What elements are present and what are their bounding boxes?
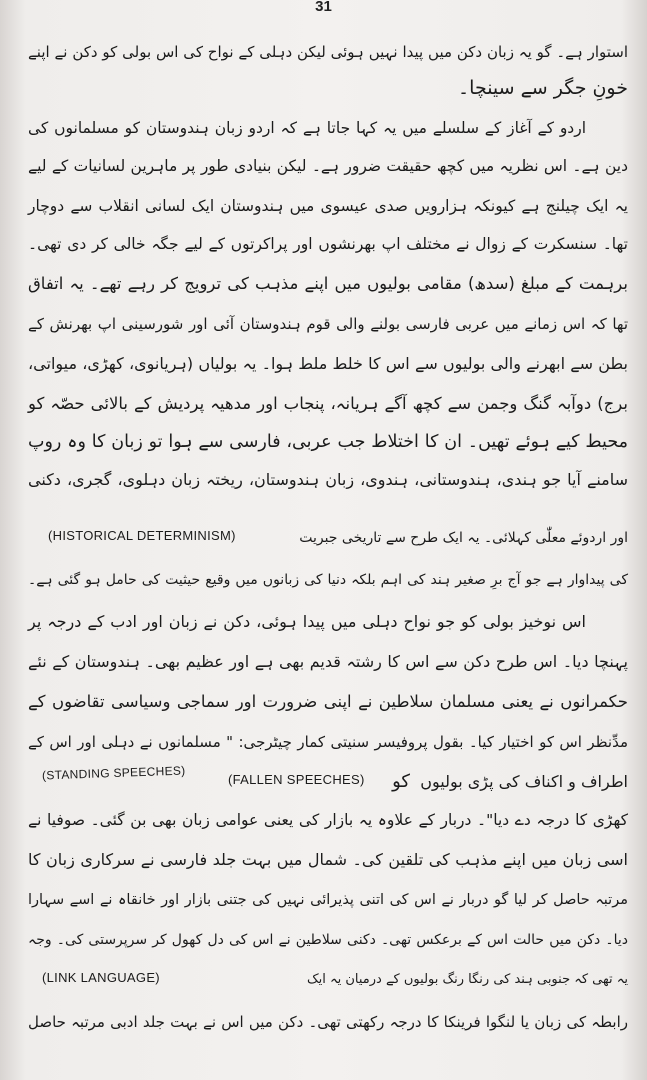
text-line-6: تھا۔ سنسکرت کے زوال نے مختلف اپ بھرنشوں اور پراکرتوں کے لیے جگہ خالی کر دی تھی۔: [28, 235, 628, 253]
latin-term-fallen-speeches: (FALLEN SPEECHES): [228, 772, 365, 787]
text-line-24: یہ تھی کہ جنوبی ہند کی رنگا رنگ بولیوں کے درمیان یہ ایک: [306, 972, 628, 987]
text-line-15: اس نوخیز بولی کو جو نواح دہلی میں پیدا ہوئی، دکن نے زبان اور ادب کے درجہ پر: [28, 612, 586, 631]
text-line-13: اور اردوئے معلّٰی کہلائی۔ یہ ایک طرح سے تاریخی جبریت: [299, 530, 628, 546]
page-number: 31: [315, 0, 332, 15]
text-line-20: کھڑی کا درجہ دے دیا"۔ دربار کے علاوہ یہ بازار کی یعنی عوامی زبان بھی بن گئی۔ صوفیا نے: [28, 811, 628, 829]
latin-term-historical-determinism: (HISTORICAL DETERMINISM): [48, 528, 236, 543]
latin-term-standing-speeches: (STANDING SPEECHES): [41, 763, 186, 783]
text-line-9: بطن سے ابھرنے والی بولیوں سے اس کا خلط ملط ہوا۔ یہ بولیاں (ہریانوی، کھڑی، میواتی،: [28, 354, 628, 373]
text-line-5: یہ ایک چیلنج ہے کیونکہ ہزارویں صدی عیسوی میں ہندوستان ایک لسانی انقلاب سے دوچار: [28, 197, 628, 215]
text-line-2: خونِ جگر سے سینچا۔: [458, 77, 628, 99]
text-line-10: برج) دوآبہ گنگ وجمن سے کچھ آگے ہریانہ، پنجاب اور مدھیہ پردیش کے بالائی حصّہ کو: [28, 394, 628, 413]
text-line-17: حکمرانوں نے یعنی مسلمان سلاطین نے اپنی ضرورت اور سماجی وسیاسی تقاضوں کے: [28, 692, 628, 711]
text-line-25: رابطہ کی زبان یا لنگوا فرینکا کا درجہ رکھتی تھی۔ دکن میں اس نے بہت جلد ادبی مرتبہ حاصل: [28, 1013, 628, 1031]
text-line-14: کی پیداوار ہے جو آج برِ صغیر ہند کی اہم بلکہ دنیا کی زبانوں میں وقیع حیثیت کی حامل ہو گئی ہے۔: [28, 572, 628, 588]
latin-term-link-language: (LINK LANGUAGE): [42, 970, 160, 985]
text-line-4: دین ہے۔ اس نظریہ میں کچھ حقیقت ضرور ہے۔ لیکن بنیادی طور پر ماہرین لسانیات کے لیے: [28, 157, 628, 175]
text-line-1: استوار ہے۔ گو یہ زبان دکن میں پیدا نہیں ہوئی لیکن دہلی کے نواح کی اس بولی کو دکن نے اپنے: [28, 43, 628, 61]
ko-word: کو: [392, 771, 410, 792]
text-line-11: محیط کیے ہوئے تھیں۔ ان کا اختلاط جب عربی، فارسی سے ہوا تو زبان کا وہ روپ: [28, 432, 628, 452]
text-line-21: اسی زبان میں اپنے مذہب کی تلقین کی۔ شمال میں بہت جلد فارسی نے سرکاری زبان کا: [28, 850, 628, 869]
text-line-19: اطراف و اکناف کی پڑی بولیوں: [420, 772, 628, 791]
text-line-8: تھا کہ اس زمانے میں عربی فارسی بولنے والی قوم ہندوستان آئی اور شورسینی اپ بھرنش کے: [28, 315, 628, 333]
text-line-23: دیا۔ دکن میں حالت اس کے برعکس تھی۔ دکنی سلاطین نے اس کی دل کھول کر سرپرستی کی۔ وجہ: [28, 932, 628, 948]
text-line-12: سامنے آیا جو ہندی، ہندوستانی، ہندوی، زبان ہندوستان، ریختہ زبان دہلوی، گجری، دکنی: [28, 470, 628, 489]
text-line-18: مدِّنظر اس کو اختیار کیا۔ بقول پروفیسر سنیتی کمار چیٹرجی: " مسلمانوں نے دہلی اور اس کے: [28, 733, 628, 751]
text-line-7: برہمت کے مبلغ (سدھ) مقامی بولیوں میں اپنے مذہب کی ترویج کر رہے تھے۔ یہ اتفاق: [28, 274, 628, 293]
text-line-22: مرتبہ حاصل کر لیا گو دربار نے اس کی اتنی پذیرائی نہیں کی جتنی بازار اور خانقاہ نے اسے سہارا: [28, 892, 628, 908]
text-line-16: پہنچا دیا۔ اس طرح دکن سے اس کا رشتہ قدیم بھی ہے اور عظیم بھی۔ ہندوستان کے نئے: [28, 652, 628, 671]
text-line-3: اردو کے آغاز کے سلسلے میں یہ کہا جاتا ہے کہ اردو زبان ہندوستان کو مسلمانوں کی: [28, 119, 586, 137]
